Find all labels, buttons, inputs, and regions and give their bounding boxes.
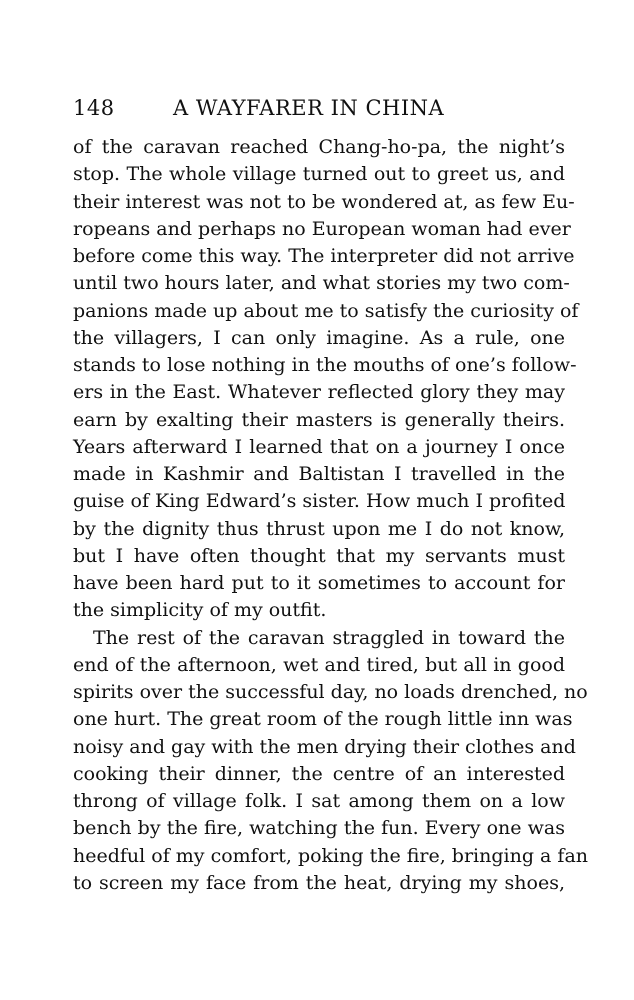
paragraph-1 [73, 134, 579, 625]
text-line: have been hard put to it sometimes to account for [73, 572, 565, 594]
text-line: their interest was not to be wondered at, as few Eu- [73, 190, 575, 213]
text-line: bench by the fire, watching the fun. Every one was [73, 817, 565, 840]
page-number: 148 [73, 96, 115, 120]
text-line: ropeans and perhaps no European woman had ever [73, 217, 571, 240]
text-line: stop. The whole village turned out to greet us, and [73, 163, 565, 186]
paragraph-2 [73, 625, 589, 898]
text-line: made in Kashmir and Baltistan I travelled in the [73, 463, 565, 485]
text-line: The rest of the caravan straggled in toward the [93, 626, 565, 649]
text-line: the simplicity of my outfit. [73, 599, 327, 622]
text-line: noisy and gay with the men drying their clothes and [73, 735, 576, 758]
text-line: by the dignity thus thrust upon me I do not know, [73, 517, 565, 540]
text-line: cooking their dinner, the centre of an interested [73, 762, 565, 785]
text-line: spirits over the successful day, no loads drenched, no [73, 681, 588, 703]
text-line: heedful of my comfort, poking the fire, bringing a fan [73, 844, 589, 867]
text-line: end of the afternoon, wet and tired, but all in good [73, 653, 565, 676]
text-line: Years afterward I learned that on a journey I once [73, 435, 565, 458]
text-line: until two hours later, and what stories my two com- [73, 272, 570, 295]
text-line: but I have often thought that my servants must [73, 544, 565, 567]
text-line: of the caravan reached Chang-ho-pa, the night’s [73, 136, 565, 158]
running-title: A WAYFARER IN CHINA [173, 96, 445, 120]
page-header [73, 96, 573, 126]
body-text [73, 134, 589, 897]
text-line: earn by exalting their masters is generally theirs. [73, 408, 565, 431]
text-line: throng of village folk. I sat among them on a low [73, 790, 565, 812]
text-line: to screen my face from the heat, drying my shoes, [73, 871, 565, 894]
text-line: ers in the East. Whatever reflected glory they may [73, 381, 565, 404]
text-line: guise of King Edward’s sister. How much I profited [73, 490, 566, 513]
text-line: before come this way. The interpreter did not arrive [73, 245, 575, 267]
text-line: panions made up about me to satisfy the curiosity of [73, 299, 579, 322]
text-line: one hurt. The great room of the rough little inn was [73, 708, 573, 731]
text-line: the villagers, I can only imagine. As a rule, one [73, 326, 565, 349]
text-line: stands to lose nothing in the mouths of one’s follow- [73, 354, 577, 376]
